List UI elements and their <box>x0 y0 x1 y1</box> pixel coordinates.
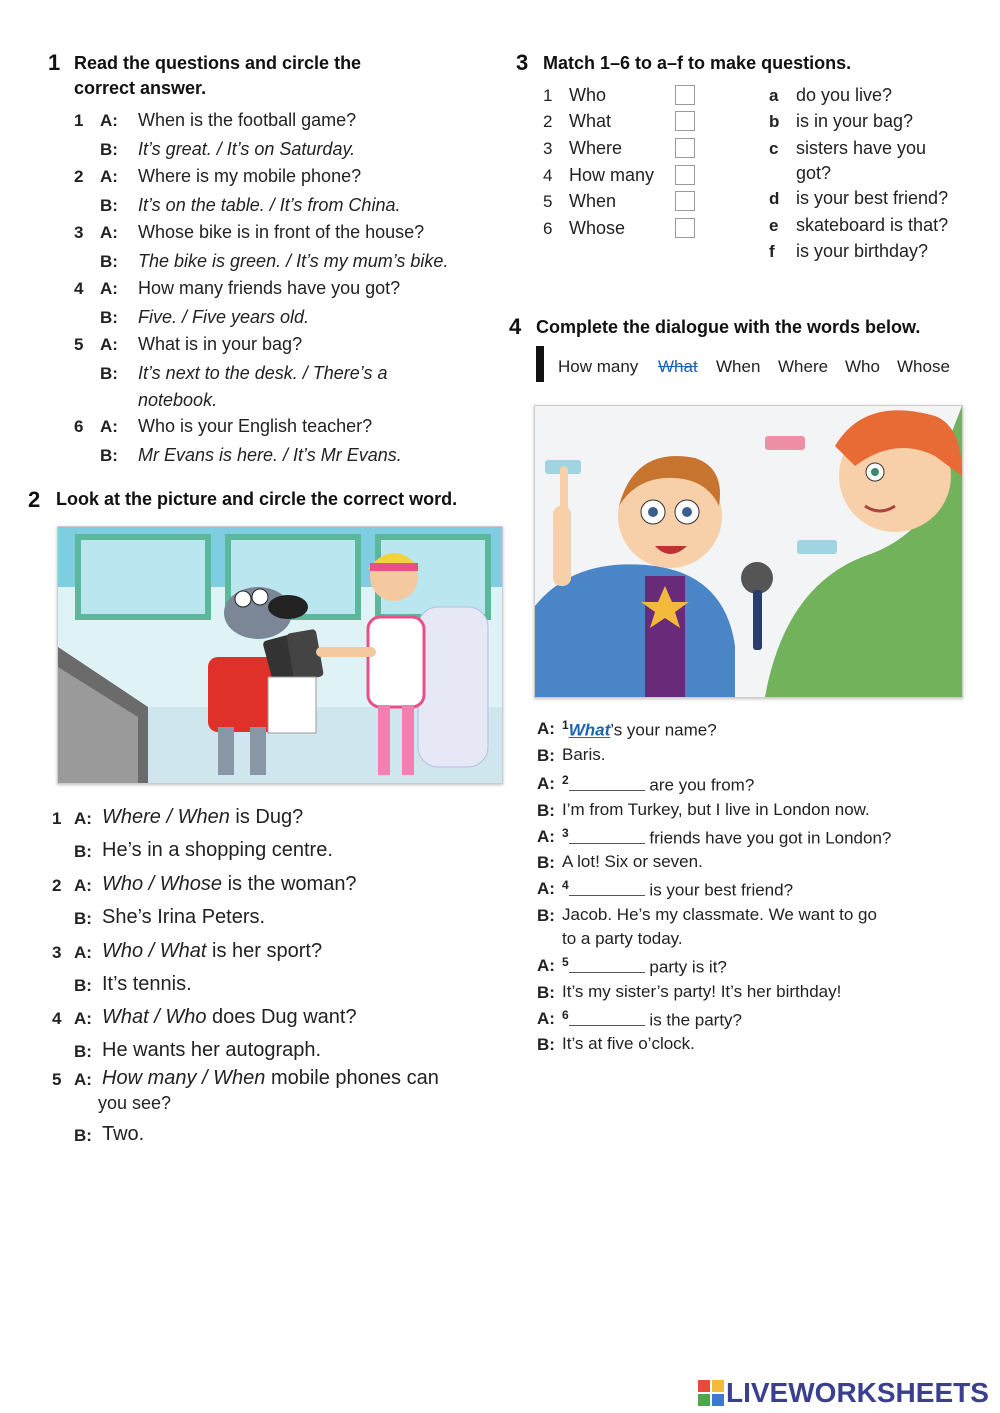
ex3-right-letter: a <box>769 86 779 105</box>
dialogue-answer-line: Baris. <box>562 745 606 764</box>
ex2-speaker-b: B: <box>74 1042 92 1061</box>
ex2-word-choice: What / Who <box>102 1006 207 1028</box>
ex3-answer-box[interactable] <box>675 111 695 131</box>
dialogue-answer-line: A lot! Six or seven. <box>562 852 703 871</box>
ex1-item-number: 3 <box>74 223 84 242</box>
dialogue-answer-line2: to a party today. <box>562 929 683 948</box>
ex1-title: Read the questions and circle the <box>74 53 362 73</box>
dialogue-answer-line: I’m from Turkey, but I live in London now. <box>562 800 870 819</box>
ex3-left-word: What <box>569 111 612 131</box>
ex2-word-choice: Who / Whose <box>102 873 223 895</box>
dialogue-question-line <box>562 826 891 849</box>
dialogue-question-line <box>562 1008 742 1031</box>
ex1-answer-choice[interactable]: It’s next to the desk. / There’s a <box>138 363 388 383</box>
ex1-speaker-a: A: <box>100 335 118 354</box>
ex2-speaker-a: A: <box>74 1009 92 1028</box>
ex3-left-word: When <box>569 191 617 211</box>
dog-and-tennis-player-illustration <box>58 527 502 783</box>
dialogue-speaker: A: <box>537 774 555 793</box>
ex1-answer-choice[interactable]: The bike is green. / It’s my mum’s bike. <box>138 251 449 271</box>
ex1-question: Where is my mobile phone? <box>138 166 362 186</box>
word-box-word: When <box>716 357 761 376</box>
ex2-item-number: 2 <box>52 876 62 895</box>
dialogue-question-text: is the party? <box>644 1010 743 1030</box>
boy-interview-illustration <box>535 406 962 697</box>
ex3-number: 3 <box>516 50 529 75</box>
dialogue-question-text: party is it? <box>644 957 727 977</box>
ex3-left-number: 6 <box>543 219 553 238</box>
ex3-left-number: 5 <box>543 192 553 211</box>
dialogue-speaker: A: <box>537 1009 555 1028</box>
ex1-answer-choice[interactable]: Mr Evans is here. / It’s Mr Evans. <box>138 445 402 465</box>
ex2-question-rest: is her sport? <box>206 940 323 962</box>
ex2-answer: Two. <box>102 1123 145 1145</box>
answer-blank-input[interactable] <box>569 774 645 791</box>
dialogue-question-text: are you from? <box>644 775 755 795</box>
ex1-speaker-b: B: <box>100 140 118 159</box>
ex2-item-number: 1 <box>52 809 62 828</box>
ex3-answer-box[interactable] <box>675 191 695 211</box>
ex2-speaker-b: B: <box>74 976 92 995</box>
ex3-right-letter: d <box>769 189 780 208</box>
ex2-question <box>102 1006 357 1029</box>
ex1-speaker-a: A: <box>100 279 118 298</box>
ex1-answer-choice-line2[interactable]: notebook. <box>138 390 218 410</box>
ex1-question: Who is your English teacher? <box>138 416 373 436</box>
ex2-speaker-b: B: <box>74 909 92 928</box>
ex4-number: 4 <box>509 314 522 339</box>
ex1-title-line2: correct answer. <box>74 78 207 98</box>
ex2-question-rest: is Dug? <box>229 806 304 828</box>
word-box-word: Whose <box>897 357 950 376</box>
ex3-answer-box[interactable] <box>675 85 695 105</box>
ex1-speaker-b: B: <box>100 196 118 215</box>
ex3-answer-box[interactable] <box>675 165 695 185</box>
ex3-left-word: Where <box>569 138 623 158</box>
ex1-item-number: 2 <box>74 167 84 186</box>
ex3-left-word: Whose <box>569 218 626 238</box>
ex2-answer: He wants her autograph. <box>102 1039 322 1061</box>
dialogue-speaker: B: <box>537 801 555 820</box>
ex2-speaker-a: A: <box>74 809 92 828</box>
ex2-title: Look at the picture and circle the correct word. <box>56 489 458 509</box>
ex2-question-line2: you see? <box>98 1093 172 1113</box>
answer-blank-input[interactable] <box>569 1009 645 1026</box>
word-box-word: Who <box>845 357 880 376</box>
ex2-question <box>102 873 357 896</box>
dialogue-question-line <box>562 955 727 978</box>
dialogue-question-text: is your best friend? <box>644 880 794 900</box>
dialogue-question-line <box>562 773 754 796</box>
ex2-word-choice: Where / When <box>102 806 230 828</box>
ex3-left-number: 1 <box>543 86 553 105</box>
ex2-question <box>102 940 322 963</box>
dialogue-answer-line: It’s at five o’clock. <box>562 1034 695 1053</box>
ex1-question: Whose bike is in front of the house? <box>138 222 425 242</box>
blank-number: 2 <box>562 773 569 787</box>
ex1-speaker-a: A: <box>100 111 118 130</box>
ex3-right-ending: is in your bag? <box>796 111 914 131</box>
ex1-answer-choice[interactable]: It’s on the table. / It’s from China. <box>138 195 401 215</box>
dialogue-speaker: B: <box>537 1035 555 1054</box>
ex1-number: 1 <box>48 50 61 75</box>
ex3-right-ending: sisters have you <box>796 138 927 158</box>
ex3-right-letter: b <box>769 112 780 131</box>
word-box-word: Where <box>778 357 829 376</box>
ex1-item-number: 6 <box>74 417 84 436</box>
dialogue-speaker: B: <box>537 853 555 872</box>
ex2-answer: It’s tennis. <box>102 973 192 995</box>
ex1-item-number: 5 <box>74 335 84 354</box>
answer-blank-input[interactable] <box>569 827 645 844</box>
blank-number: 4 <box>562 878 569 892</box>
ex1-item-number: 4 <box>74 279 84 298</box>
ex1-speaker-b: B: <box>100 308 118 327</box>
dialogue-question-text: ’s your name? <box>610 720 717 740</box>
ex1-answer-choice[interactable]: Five. / Five years old. <box>138 307 310 327</box>
ex3-title: Match 1–6 to a–f to make questions. <box>543 53 852 73</box>
ex2-question <box>102 806 303 829</box>
ex2-answer: She’s Irina Peters. <box>102 906 266 928</box>
ex3-left-word: Who <box>569 85 607 105</box>
dialogue-speaker: A: <box>537 879 555 898</box>
answer-blank-input[interactable] <box>569 879 645 896</box>
ex2-speaker-b: B: <box>74 842 92 861</box>
ex1-speaker-a: A: <box>100 417 118 436</box>
ex3-left-word: How many <box>569 165 655 185</box>
word-box-marker <box>536 346 544 382</box>
ex3-right-ending: skateboard is that? <box>796 215 949 235</box>
ex2-speaker-b: B: <box>74 1126 92 1145</box>
ex3-right-ending: is your best friend? <box>796 188 949 208</box>
liveworksheets-brand: LIVEWORKSHEETS <box>726 1377 989 1408</box>
ex2-word-choice: Who / What <box>102 940 207 962</box>
ex1-speaker-b: B: <box>100 364 118 383</box>
interview-picture <box>534 405 963 698</box>
dialogue-question-text: friends have you got in London? <box>644 828 892 848</box>
ex3-answer-box[interactable] <box>675 218 695 238</box>
liveworksheets-logo-icon <box>698 1380 724 1406</box>
ex2-item-number: 3 <box>52 943 62 962</box>
ex1-speaker-b: B: <box>100 446 118 465</box>
ex3-left-number: 4 <box>543 166 553 185</box>
ex2-item-number: 5 <box>52 1070 62 1089</box>
dialogue-question-line <box>562 878 793 901</box>
ex1-question: How many friends have you got? <box>138 278 401 298</box>
dialogue-speaker: A: <box>537 956 555 975</box>
ex1-question: When is the football game? <box>138 110 357 130</box>
ex3-right-ending: do you live? <box>796 85 893 105</box>
dialogue-speaker: B: <box>537 746 555 765</box>
ex2-question-rest: mobile phones can <box>265 1067 439 1089</box>
ex3-left-number: 2 <box>543 112 553 131</box>
shopping-centre-picture <box>57 526 503 784</box>
dialogue-question-line <box>562 718 717 741</box>
ex2-item-number: 4 <box>52 1009 62 1028</box>
ex2-answer: He’s in a shopping centre. <box>102 839 333 861</box>
ex2-question <box>102 1067 439 1090</box>
ex3-right-ending-line2: got? <box>796 163 832 183</box>
dialogue-speaker: A: <box>537 827 555 846</box>
example-answer: What <box>568 720 611 740</box>
ex2-word-choice: How many / When <box>102 1067 266 1089</box>
blank-number: 5 <box>562 955 569 969</box>
ex1-speaker-a: A: <box>100 167 118 186</box>
dialogue-speaker: B: <box>537 906 555 925</box>
blank-number: 6 <box>562 1008 569 1022</box>
blank-number: 3 <box>562 826 569 840</box>
ex2-speaker-a: A: <box>74 876 92 895</box>
ex1-item-number: 1 <box>74 111 84 130</box>
ex1-speaker-a: A: <box>100 223 118 242</box>
dialogue-speaker: A: <box>537 719 555 738</box>
ex1-answer-choice[interactable]: It’s great. / It’s on Saturday. <box>138 139 356 159</box>
ex1-question: What is in your bag? <box>138 334 303 354</box>
ex1-speaker-b: B: <box>100 252 118 271</box>
ex3-right-letter: c <box>769 139 779 158</box>
ex2-number: 2 <box>28 487 41 512</box>
ex3-right-ending: is your birthday? <box>796 241 929 261</box>
word-box-word: What <box>658 357 698 376</box>
ex3-right-letter: e <box>769 216 779 235</box>
ex2-speaker-a: A: <box>74 1070 92 1089</box>
blank-number: 1 <box>562 718 569 732</box>
ex3-right-letter: f <box>769 242 775 261</box>
ex2-question-rest: is the woman? <box>222 873 357 895</box>
ex4-title: Complete the dialogue with the words below. <box>536 317 921 337</box>
answer-blank-input[interactable] <box>569 956 645 973</box>
word-box-word: How many <box>558 357 639 376</box>
ex3-left-number: 3 <box>543 139 553 158</box>
dialogue-speaker: B: <box>537 983 555 1002</box>
dialogue-answer-line: It’s my sister’s party! It’s her birthday! <box>562 982 842 1001</box>
ex3-answer-box[interactable] <box>675 138 695 158</box>
ex2-question-rest: does Dug want? <box>206 1006 357 1028</box>
ex2-speaker-a: A: <box>74 943 92 962</box>
dialogue-answer-line: Jacob. He’s my classmate. We want to go <box>562 905 877 924</box>
